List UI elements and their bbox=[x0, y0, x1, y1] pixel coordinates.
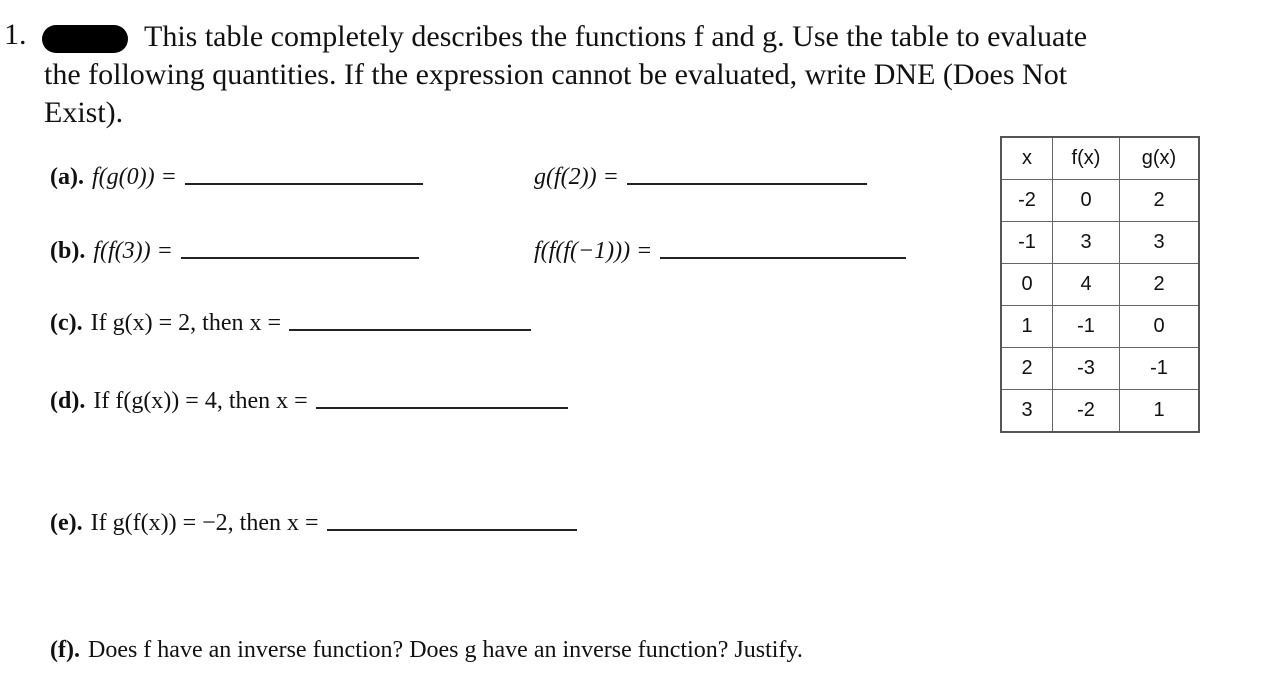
part-a-second-expression: g(f(2)) = bbox=[534, 164, 619, 190]
part-e-label: (e). bbox=[50, 510, 83, 536]
table-row bbox=[1001, 180, 1199, 222]
part-e-answer-blank[interactable] bbox=[327, 529, 577, 531]
part-b-label: (b). bbox=[50, 238, 86, 264]
part-b-second-expression: f(f(f(−1))) = bbox=[534, 238, 653, 264]
problem-intro-line-3: Exist). bbox=[44, 96, 124, 129]
table-header-row bbox=[1001, 137, 1199, 180]
table-cell-gx: 3 bbox=[1120, 222, 1200, 264]
table-cell-fx: 4 bbox=[1053, 264, 1120, 306]
part-f-expression: Does f have an inverse function? Does g have an inverse function? Justify. bbox=[87, 637, 803, 663]
table-cell-fx: 0 bbox=[1053, 180, 1120, 222]
part-d-answer-blank[interactable] bbox=[316, 407, 568, 409]
part-f-label: (f). bbox=[50, 637, 80, 663]
problem-intro-line-2: the following quantities. If the expression cannot be evaluated, write DNE (Does Not bbox=[44, 58, 1068, 91]
part-b-answer-blank[interactable] bbox=[181, 257, 419, 259]
part-b-second-answer-blank[interactable] bbox=[660, 257, 906, 259]
table-cell-fx: -3 bbox=[1053, 348, 1120, 390]
table-cell-x: 1 bbox=[1001, 306, 1053, 348]
table-row bbox=[1001, 222, 1199, 264]
part-d-label: (d). bbox=[50, 388, 86, 414]
part-c-label: (c). bbox=[50, 310, 83, 336]
part-f bbox=[50, 637, 803, 664]
function-table bbox=[1000, 136, 1200, 433]
table-row bbox=[1001, 390, 1199, 433]
table-row bbox=[1001, 306, 1199, 348]
part-d-expression: If f(g(x)) = 4, then x = bbox=[93, 388, 308, 414]
problem-intro-line-1: This table completely describes the functions f and g. Use the table to evaluate bbox=[144, 20, 1088, 53]
table-cell-x: 0 bbox=[1001, 264, 1053, 306]
redacted-mark bbox=[42, 25, 128, 53]
table-header-gx: g(x) bbox=[1120, 137, 1200, 180]
table-cell-fx: -2 bbox=[1053, 390, 1120, 433]
table-cell-x: -1 bbox=[1001, 222, 1053, 264]
table-cell-x: 3 bbox=[1001, 390, 1053, 433]
problem-number: 1. bbox=[4, 18, 27, 51]
table-cell-fx: -1 bbox=[1053, 306, 1120, 348]
part-c-answer-blank[interactable] bbox=[289, 329, 531, 331]
part-a-second-answer-blank[interactable] bbox=[627, 183, 867, 185]
table-header-x: x bbox=[1001, 137, 1053, 180]
part-b-expression: f(f(3)) = bbox=[93, 238, 173, 264]
table-cell-gx: -1 bbox=[1120, 348, 1200, 390]
part-a-label: (a). bbox=[50, 164, 84, 190]
table-cell-gx: 2 bbox=[1120, 264, 1200, 306]
part-a-expression: f(g(0)) = bbox=[91, 164, 177, 190]
table-cell-gx: 1 bbox=[1120, 390, 1200, 433]
table-header-fx: f(x) bbox=[1053, 137, 1120, 180]
table-row bbox=[1001, 264, 1199, 306]
part-e-expression: If g(f(x)) = −2, then x = bbox=[90, 510, 319, 536]
part-d bbox=[50, 388, 568, 415]
part-c bbox=[50, 310, 531, 337]
part-c-expression: If g(x) = 2, then x = bbox=[90, 310, 281, 336]
part-b-second bbox=[534, 238, 906, 265]
table-cell-gx: 0 bbox=[1120, 306, 1200, 348]
table-cell-fx: 3 bbox=[1053, 222, 1120, 264]
part-a-second bbox=[534, 164, 867, 191]
table-cell-gx: 2 bbox=[1120, 180, 1200, 222]
part-a-answer-blank[interactable] bbox=[185, 183, 423, 185]
part-a bbox=[50, 164, 423, 191]
part-e bbox=[50, 510, 577, 537]
part-b bbox=[50, 238, 419, 265]
table-cell-x: -2 bbox=[1001, 180, 1053, 222]
table-cell-x: 2 bbox=[1001, 348, 1053, 390]
table-row bbox=[1001, 348, 1199, 390]
